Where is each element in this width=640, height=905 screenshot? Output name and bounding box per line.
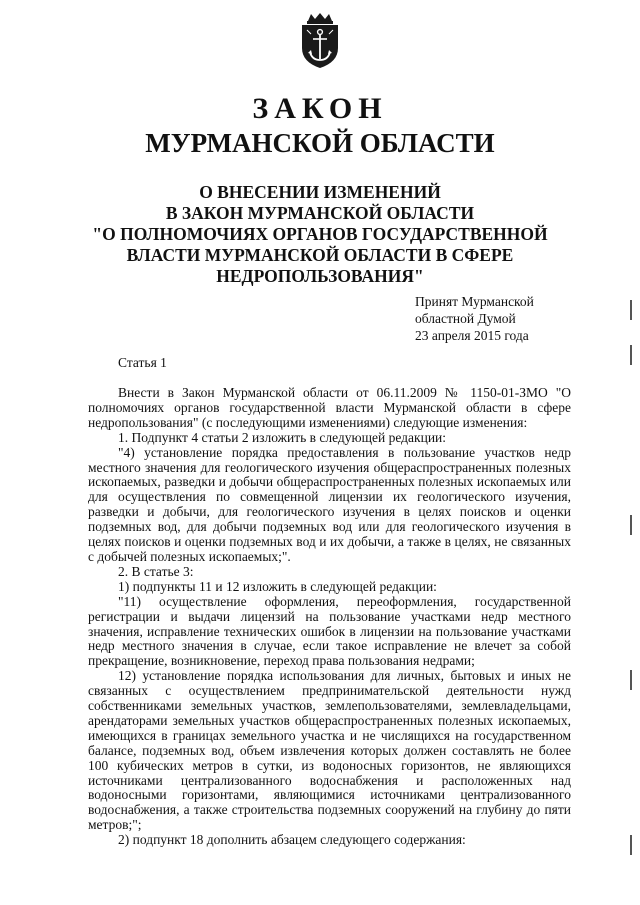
adoption-note [415, 293, 615, 344]
body-paragraph: 2. В статье 3: [118, 563, 194, 579]
body-paragraph: Внести в Закон Мурманской области от 06.11.2009 № 1150-01-ЗМО "О полномочиях органов государственной власти Мурманской области в сфере недропользования" (с последующими изменениями) следующие изменения: [88, 385, 571, 430]
article-heading: Статья 1 [118, 355, 167, 370]
subtitle-line: В ЗАКОН МУРМАНСКОЙ ОБЛАСТИ [165, 203, 475, 223]
subtitle-line: НЕДРОПОЛЬЗОВАНИЯ" [216, 266, 424, 286]
adoption-line: областной Думой [415, 311, 516, 326]
scan-edge-marks [630, 0, 632, 905]
body-paragraph: "11) осуществление оформления, переоформления, государственной регистрации и выдачи лицензий на пользование участками недр местного значения, исправление технических ошибок в лицензии на пользование участками недр местного значения в случае, если такое исправление не влечет за собой прекращение, возникновение, переход права пользования недрами; [88, 593, 571, 669]
body-paragraph: "4) установление порядка предоставления в пользование участков недр местного значения для геологического изучения общераспространенных полезных ископаемых, разведки и добычи общераспространенных полезных ископаемых или для осуществления по совмещенной лицензии их геологического изучения, разведки и добычи, для геологического изучения в целях поисков и оценки подземных вод, для добычи подземных вод или для геологического изучения в целях поисков и оценки подземных вод и их добычи, а также в целях, не связанных с добычей полезных ископаемых;". [88, 444, 571, 564]
law-subtitle [80, 182, 560, 287]
body-paragraph: 2) подпункт 18 дополнить абзацем следующего содержания: [118, 832, 466, 848]
subtitle-line: "О ПОЛНОМОЧИЯХ ОРГАНОВ ГОСУДАРСТВЕННОЙ [92, 224, 548, 244]
title-region: МУРМАНСКОЙ ОБЛАСТИ [145, 128, 495, 158]
adoption-date: 23 апреля 2015 года [415, 328, 529, 343]
subtitle-line: ВЛАСТИ МУРМАНСКОЙ ОБЛАСТИ В СФЕРЕ [126, 245, 514, 265]
body-paragraph: 1. Подпункт 4 статьи 2 изложить в следующей редакции: [118, 429, 447, 445]
law-body [88, 386, 571, 848]
adoption-line: Принят Мурманской [415, 294, 534, 309]
title-law: ЗАКОН [252, 92, 388, 125]
body-paragraph: 1) подпункты 11 и 12 изложить в следующей редакции: [118, 578, 437, 594]
subtitle-line: О ВНЕСЕНИИ ИЗМЕНЕНИЙ [199, 182, 441, 202]
body-paragraph: 12) установление порядка использования для личных, бытовых и иных не связанных с осуществлением предпринимательской деятельности нужд собственниками земельных участков, землепользователями, землевладельцами, арендаторами земельных участков общераспространенных полезных ископаемых, имеющихся в границах земельного участка и не числящихся на государственном балансе, подземных вод, объем извлечения которых должен составлять не более 100 кубических метров в сутки, из водоносных горизонтов, не являющихся источниками централизованного водоснабжения и расположенных над водоносными горизонтами, являющимися источниками централизованного водоснабжения, а также строительства подземных сооружений на глубину до пяти метров;"; [88, 668, 571, 833]
coat-of-arms-icon [298, 12, 342, 70]
